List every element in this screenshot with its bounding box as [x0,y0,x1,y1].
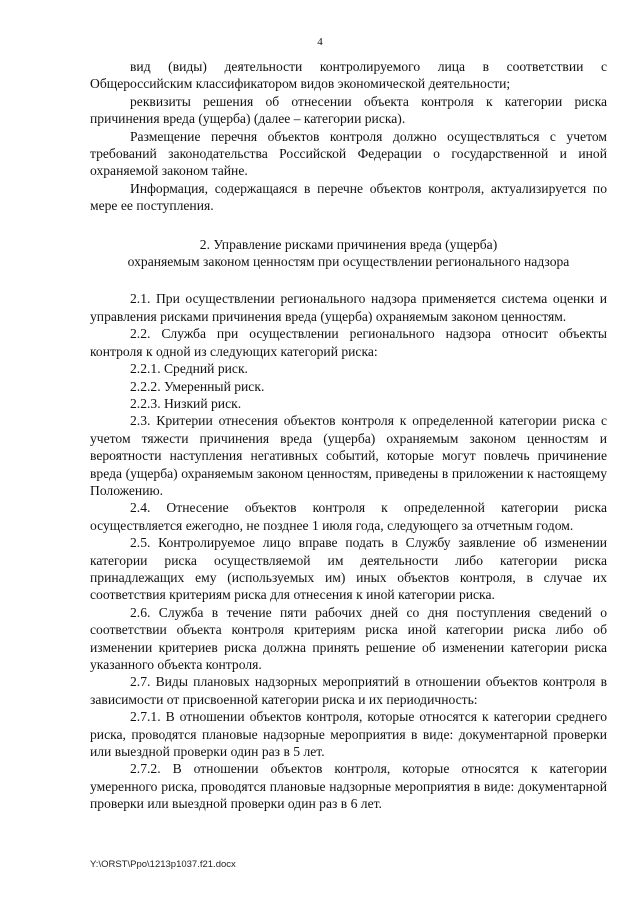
paragraph: вид (виды) деятельности контролируемого лица в соответствии с Общероссийским классификатором видов экономической деятельности; [90,59,607,92]
paragraph: 2.7.1. В отношении объектов контроля, которые относятся к категории среднего риска, проводятся плановые надзорные мероприятия в виде: документарной проверки или выездной проверки один раз в 5 лет. [90,709,607,760]
page-number: 4 [317,36,323,48]
section-heading-line: охраняемым законом ценностям при осуществлении регионального надзора [127,254,570,270]
paragraph: 2.4. Отнесение объектов контроля к определенной категории риска осуществляется ежегодно, не позднее 1 июля года, следующего за отчетным годом. [90,500,607,533]
paragraph: Размещение перечня объектов контроля должно осуществляться с учетом требований законодательства Российской Федерации о государственной и иной охраняемой законом тайне. [90,128,607,179]
paragraph: реквизиты решения об отнесении объекта контроля к категории риска причинения вреда (ущерба) (далее – категории риска). [90,93,607,127]
paragraph: 2.7. Виды плановых надзорных мероприятий в отношении объектов контроля в зависимости от присвоенной категории риска и их периодичность: [90,674,607,707]
list-item: 2.2.3. Низкий риск. [130,395,242,411]
paragraph: 2.5. Контролируемое лицо вправе подать в Службу заявление об изменении категории риска осуществляемой им деятельности либо категории риска принадлежащих ему (используемых им) иных объектов контроля, в случае их соответствия критериям риска для отнесения к иной категории риска. [90,535,607,603]
list-item: 2.2.2. Умеренный риск. [130,378,265,394]
section-heading-line: 2. Управление рисками причинения вреда (ущерба) [199,236,498,252]
section-heading [90,236,607,271]
file-path-footer: Y:\ORST\Ppo\1213p1037.f21.docx [90,859,236,870]
list-item: 2.2.1. Средний риск. [130,361,248,377]
paragraph: 2.1. При осуществлении регионального надзора применяется система оценки и управления рисками причинения вреда (ущерба) охраняемым законом ценностям. [90,291,607,324]
paragraph: Информация, содержащаяся в перечне объектов контроля, актуализируется по мере ее поступления. [90,180,607,214]
document-body [90,58,607,813]
paragraph: 2.7.2. В отношении объектов контроля, которые относятся к категории умеренного риска, проводятся плановые надзорные мероприятия в виде: документарной проверки или выездной проверки один раз в 6 лет. [90,761,607,812]
paragraph: 2.3. Критерии отнесения объектов контроля к определенной категории риска с учетом тяжести причинения вреда (ущерба) охраняемым законом ценностям и вероятности наступления негативных событий, которые могут повлечь причинение вреда (ущерба) охраняемым законом ценностям, приведены в приложении к настоящему Положению. [90,413,607,498]
paragraph: 2.2. Служба при осуществлении регионального надзора относит объекты контроля к одной из следующих категорий риска: [90,326,607,359]
paragraph: 2.6. Служба в течение пяти рабочих дней со дня поступления сведений о соответствии объекта контроля критериям риска иной категории риска либо об изменении критериев риска должна принять решение об изменении категории риска указанного объекта контроля. [90,604,607,672]
